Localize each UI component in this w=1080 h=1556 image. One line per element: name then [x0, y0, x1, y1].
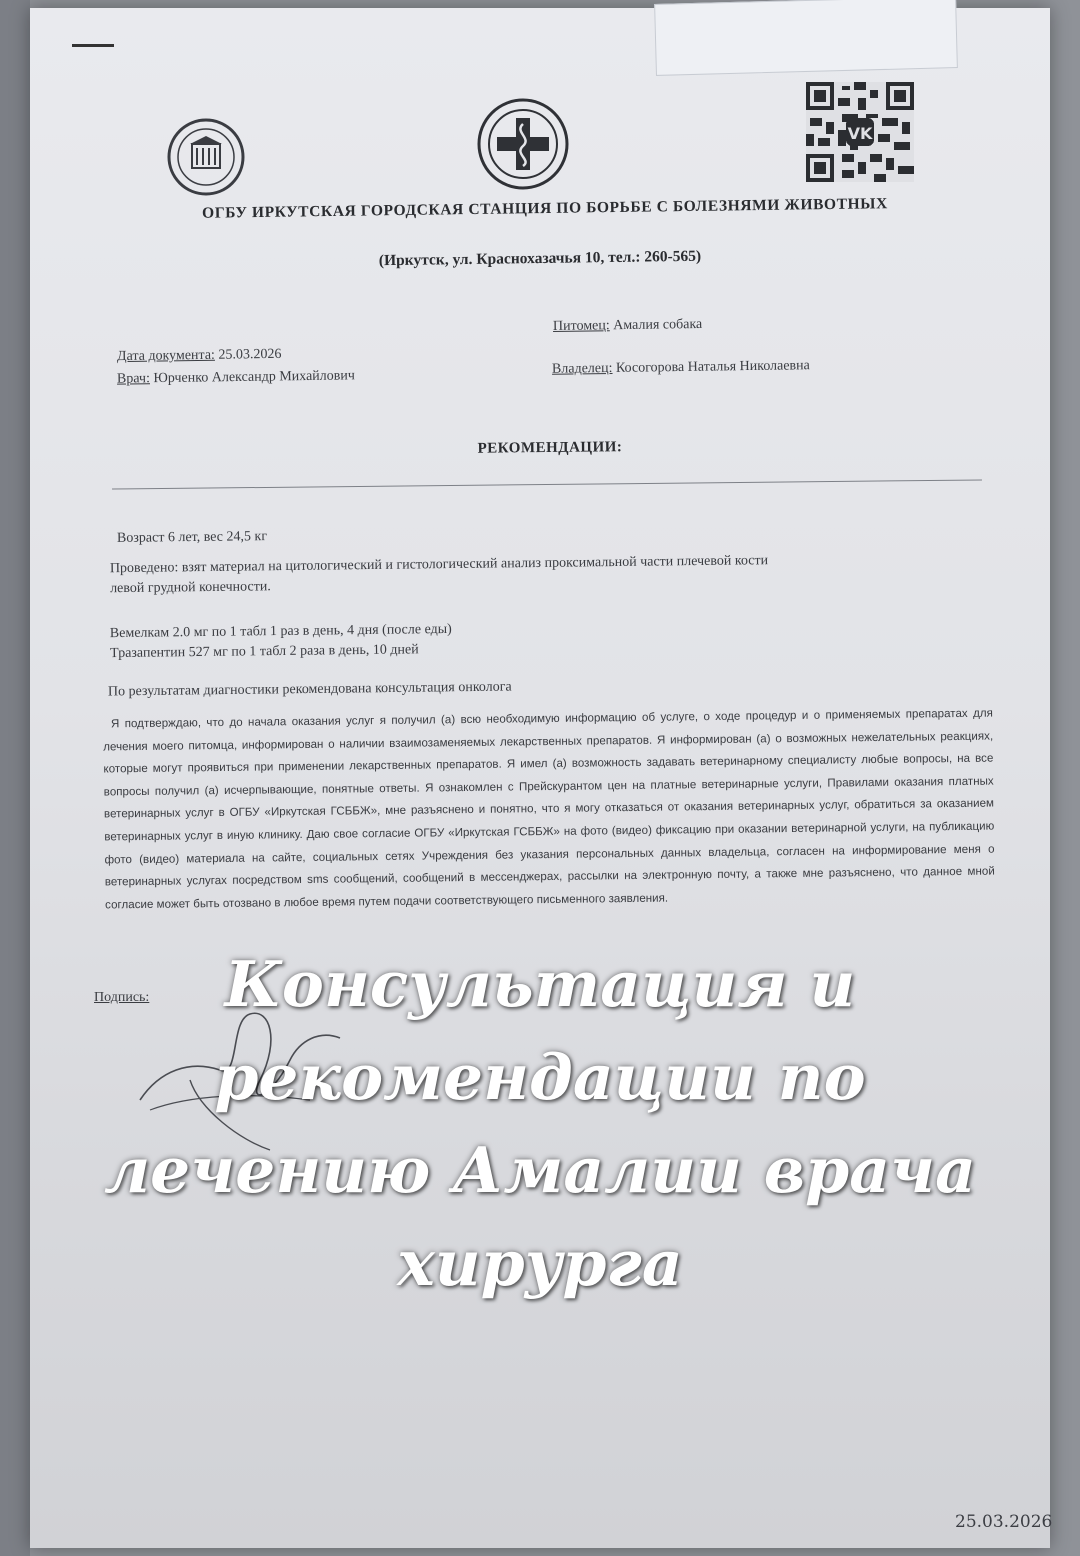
medical-cross-emblem-icon: [474, 98, 572, 190]
owner-label: Владелец:: [551, 360, 613, 377]
vk-logo-icon: [846, 118, 874, 146]
paper-sticker: [654, 0, 958, 76]
doctor-value: Юрченко Александр Михайлович: [153, 368, 355, 387]
organization-title: ОГБУ ИРКУТСКАЯ ГОРОДСКАЯ СТАНЦИЯ ПО БОРЬБЕ С БОЛЕЗНЯМИ ЖИВОТНЫХ: [202, 195, 888, 222]
caption-overlay: [60, 938, 1020, 1310]
margin-dash: [72, 44, 114, 47]
drug-2: Тразапентин 527 мг по 1 табл 2 раза в день, 10 дней: [110, 642, 419, 662]
caption-line-2: рекомендации по: [214, 1040, 866, 1114]
caption-line-3: лечению Амалии врача: [104, 1133, 976, 1207]
vet-emblem-icon: [162, 118, 250, 196]
owner-value: Косогорова Наталья Николаевна: [615, 358, 810, 376]
doctor-field: [117, 368, 355, 387]
svg-text:VK: VK: [847, 123, 873, 143]
date-field: [117, 347, 282, 365]
date-value: 25.03.2026: [218, 346, 282, 363]
doctor-label: Врач:: [116, 371, 151, 387]
consent-paragraph: Я подтверждаю, что до начала оказания услуг я получил (а) всю необходимую информацию об услуге, о ходе процедур и о применяемых препаратах для лечения моего питомца, информирован о наличии взаимозаменяемых лекарственных препаратов. Я информирован (а) о возможных нежелательных реакциях, которые могут проявиться при применении лекарственных препаратов. Я имел (а) возможность задавать ветеринарному специалисту любые вопросы, на все вопросы получил (а) исчерпывающие, понятные ответы. Я ознакомлен с Прейскурантом цен на платные ветеринарные услуги, Правилами оказания платных ветеринарных услуг в ОГБУ «Иркутская ГСББЖ», мне разъяснено и понятно, что я могу отказаться от оказания ветеринарных услуг, обратиться за оказанием ветеринарных услуг в иную клинику. Даю свое согласие ОГБУ «Иркутская ГСББЖ» на фото (видео) фиксацию при оказании ветеринарной услуги, на публикацию фото (видео) материала на сайте, социальных сетях Учреждения без указания персональных данных владельца, согласен на информирование меня о ветеринарных услугах посредством sms сообщений, сообщений в мессенджерах, рассылки на электронную почту, а также мне разъяснено, что данное мной согласие может быть отозвано в любое время путем подачи соответствующего письменного заявления.: [103, 706, 995, 912]
background-edge: [0, 0, 30, 1556]
procedure-line-1: Проведено: взят материал на цитологический и гистологический анализ проксимальной части плечевой кости: [109, 553, 769, 577]
organization-address: (Иркутск, ул. Краснохазачья 10, тел.: 260-565): [378, 247, 702, 270]
drug-1: Вемелкам 2.0 мг по 1 табл 1 раз в день, 4 дня (после еды): [109, 621, 452, 642]
caption-line-4: хирурга: [397, 1226, 683, 1300]
age-weight: Возраст 6 лет, вес 24,5 кг: [116, 529, 268, 546]
pet-value: Амалия собака: [613, 316, 703, 334]
procedure-line-2: левой грудной конечности.: [110, 579, 271, 597]
pet-field: [553, 317, 702, 335]
oncologist-recommendation: По результатам диагностики рекомендована консультация онколога: [107, 679, 512, 700]
photo-date-stamp: 25.03.2026: [955, 1512, 1053, 1532]
qr-code-icon: [806, 82, 914, 182]
prescriptions: [110, 620, 452, 664]
signature-label: Подпись:: [94, 990, 150, 1005]
pet-label: Питомец:: [552, 318, 610, 335]
caption-line-1: Консультация и: [224, 947, 856, 1021]
date-label: Дата документа:: [116, 347, 216, 365]
recommendations-heading: РЕКОМЕНДАЦИИ:: [477, 439, 623, 457]
